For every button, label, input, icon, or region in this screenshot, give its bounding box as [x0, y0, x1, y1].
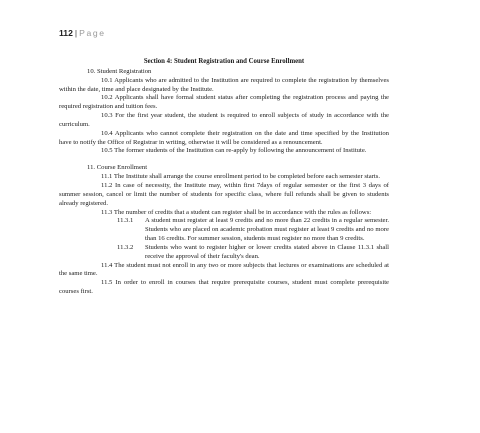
document-body [59, 58, 389, 297]
page-header [59, 28, 106, 39]
paragraph-11-3: 11.3 The number of credits that a student can register shall be in accordance with the rules as follows: [101, 208, 372, 216]
clause-text: Students who want to register higher or lower credits stated above in Clause 11.3.1 shall receive the approval of their faculty's dean. [145, 243, 389, 260]
paragraph-11-2: 11.2 In case of necessity, the Institute may, within first 7days of regular semester or the first 3 days of summer session, cancel or limit the number of students for specific class, where full refunds shall be given to students already registered. [59, 181, 389, 207]
paragraph-11-1: 11.1 The Institute shall arrange the course enrollment period to be completed before each semester starts. [101, 173, 380, 181]
clause-number: 11.3.2 [117, 243, 134, 251]
clause-11-3-2 [117, 244, 389, 262]
paragraph-gap [59, 156, 389, 164]
clause-number: 11.3.1 [117, 217, 134, 225]
paragraph-10-4: 10.4 Applicants who cannot complete their registration on the date and time specified by the Institution have to notify the Office of Registrar in writing, otherwise it will be considered as a renouncement. [59, 129, 389, 146]
clause-11-3-1 [117, 217, 389, 244]
clause-text: A student must register at least 9 credits and no more than 22 credits in a regular semester. Students who are placed on academic probation must register at least 9 credits and no more than 16 credits. For summer session, students must register no more than 9 credits. [145, 217, 389, 243]
heading-student-registration: 10. Student Registration [87, 67, 152, 75]
page-separator: | [74, 28, 78, 38]
paragraph-11-5: 11.5 In order to enroll in courses that require prerequisite courses, student must complete prerequisite courses first. [59, 279, 389, 296]
heading-course-enrollment: 11. Course Enrollment [87, 164, 148, 172]
page-word: Page [79, 28, 106, 38]
page-number: 112 [59, 28, 73, 38]
paragraph-10-1: 10.1 Applicants who are admitted to the Institution are required to complete the registration by themselves within the date, time and place designated by the Institute. [59, 76, 389, 93]
paragraph-10-3: 10.3 For the first year student, the student is required to enroll subjects of study in accordance with the curriculum. [59, 112, 389, 128]
paragraph-10-2: 10.2 Applicants shall have formal student status after completing the registration process and paying the required registration and tuition fees. [59, 94, 389, 111]
section-title: Section 4: Student Registration and Course Enrollment [143, 58, 305, 65]
paragraph-10-5: 10.5 The former students of the Institution can re-apply by following the announcement of Institute. [101, 147, 367, 155]
paragraph-11-4: 11.4 The student must not enroll in any two or more subjects that lectures or examinations are scheduled at the same time. [59, 261, 389, 278]
